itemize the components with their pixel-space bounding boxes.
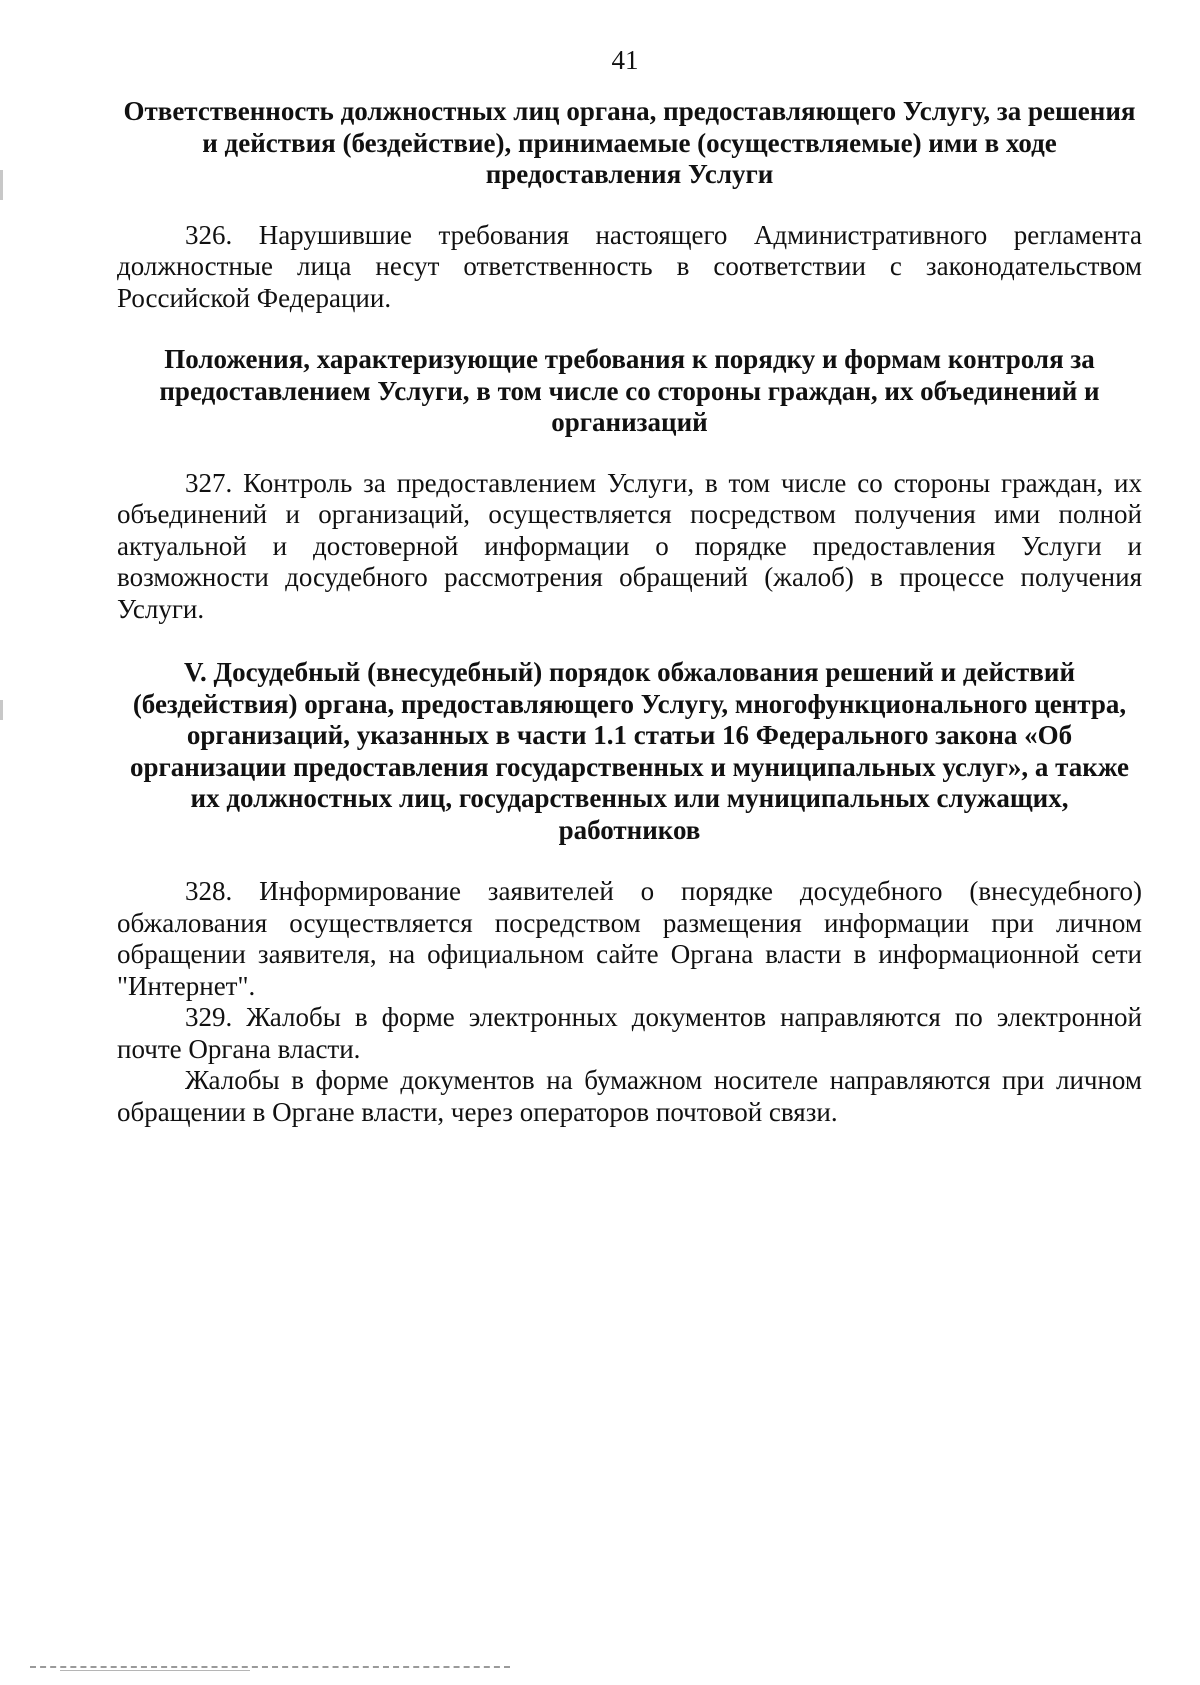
scan-margin-mark [0,700,3,720]
section-heading-responsibility: Ответственность должностных лиц органа, предоставляющего Услугу, за решения и действия (бездействие), принимаемые (осуществляемые) ими в ходе предоставления Услуги [123,96,1136,189]
paragraph-329: 329. Жалобы в форме электронных документов направляются по электронной почте Органа власти. [117,1002,1142,1064]
paragraph-327: 327. Контроль за предоставлением Услуги, в том числе со стороны граждан, их объединений и организаций, осуществляется посредством получения ими полной актуальной и достоверной информации о порядке предоставления Услуги и возможности досудебного рассмотрения обращений (жалоб) в процессе получения Услуги. [117,467,1142,624]
section-heading-appeal: V. Досудебный (внесудебный) порядок обжалования решений и действий (бездействия) органа, предоставляющего Услугу, многофункционального центра, организаций, указанных в части 1.1 статьи 16 Федерального закона «Об организации предоставления государственных и муниципальных услуг», а также их должностных лиц, государственных или муниципальных служащих, работников [129,657,1130,845]
page-number: 41 [611,45,639,75]
document-body [117,96,1142,1128]
paragraph-329-continuation: Жалобы в форме документов на бумажном носителе направляются при личном обращении в Органе власти, через операторов почтовой связи. [117,1065,1142,1127]
paragraph-328: 328. Информирование заявителей о порядке досудебного (внесудебного) обжалования осуществляется посредством размещения информации при личном обращении заявителя, на официальном сайте Органа власти в информационной сети "Интернет". [117,876,1142,1001]
scan-bottom-edge [60,1670,250,1671]
section-heading-control: Положения, характеризующие требования к порядку и формам контроля за предоставлением Услуги, в том числе со стороны граждан, их объединений и организаций [159,344,1100,437]
scan-margin-mark [0,170,3,200]
scan-bottom-edge [30,1666,510,1668]
paragraph-326: 326. Нарушившие требования настоящего Административного регламента должностные лица несут ответственность в соответствии с законодательством Российской Федерации. [117,219,1142,313]
